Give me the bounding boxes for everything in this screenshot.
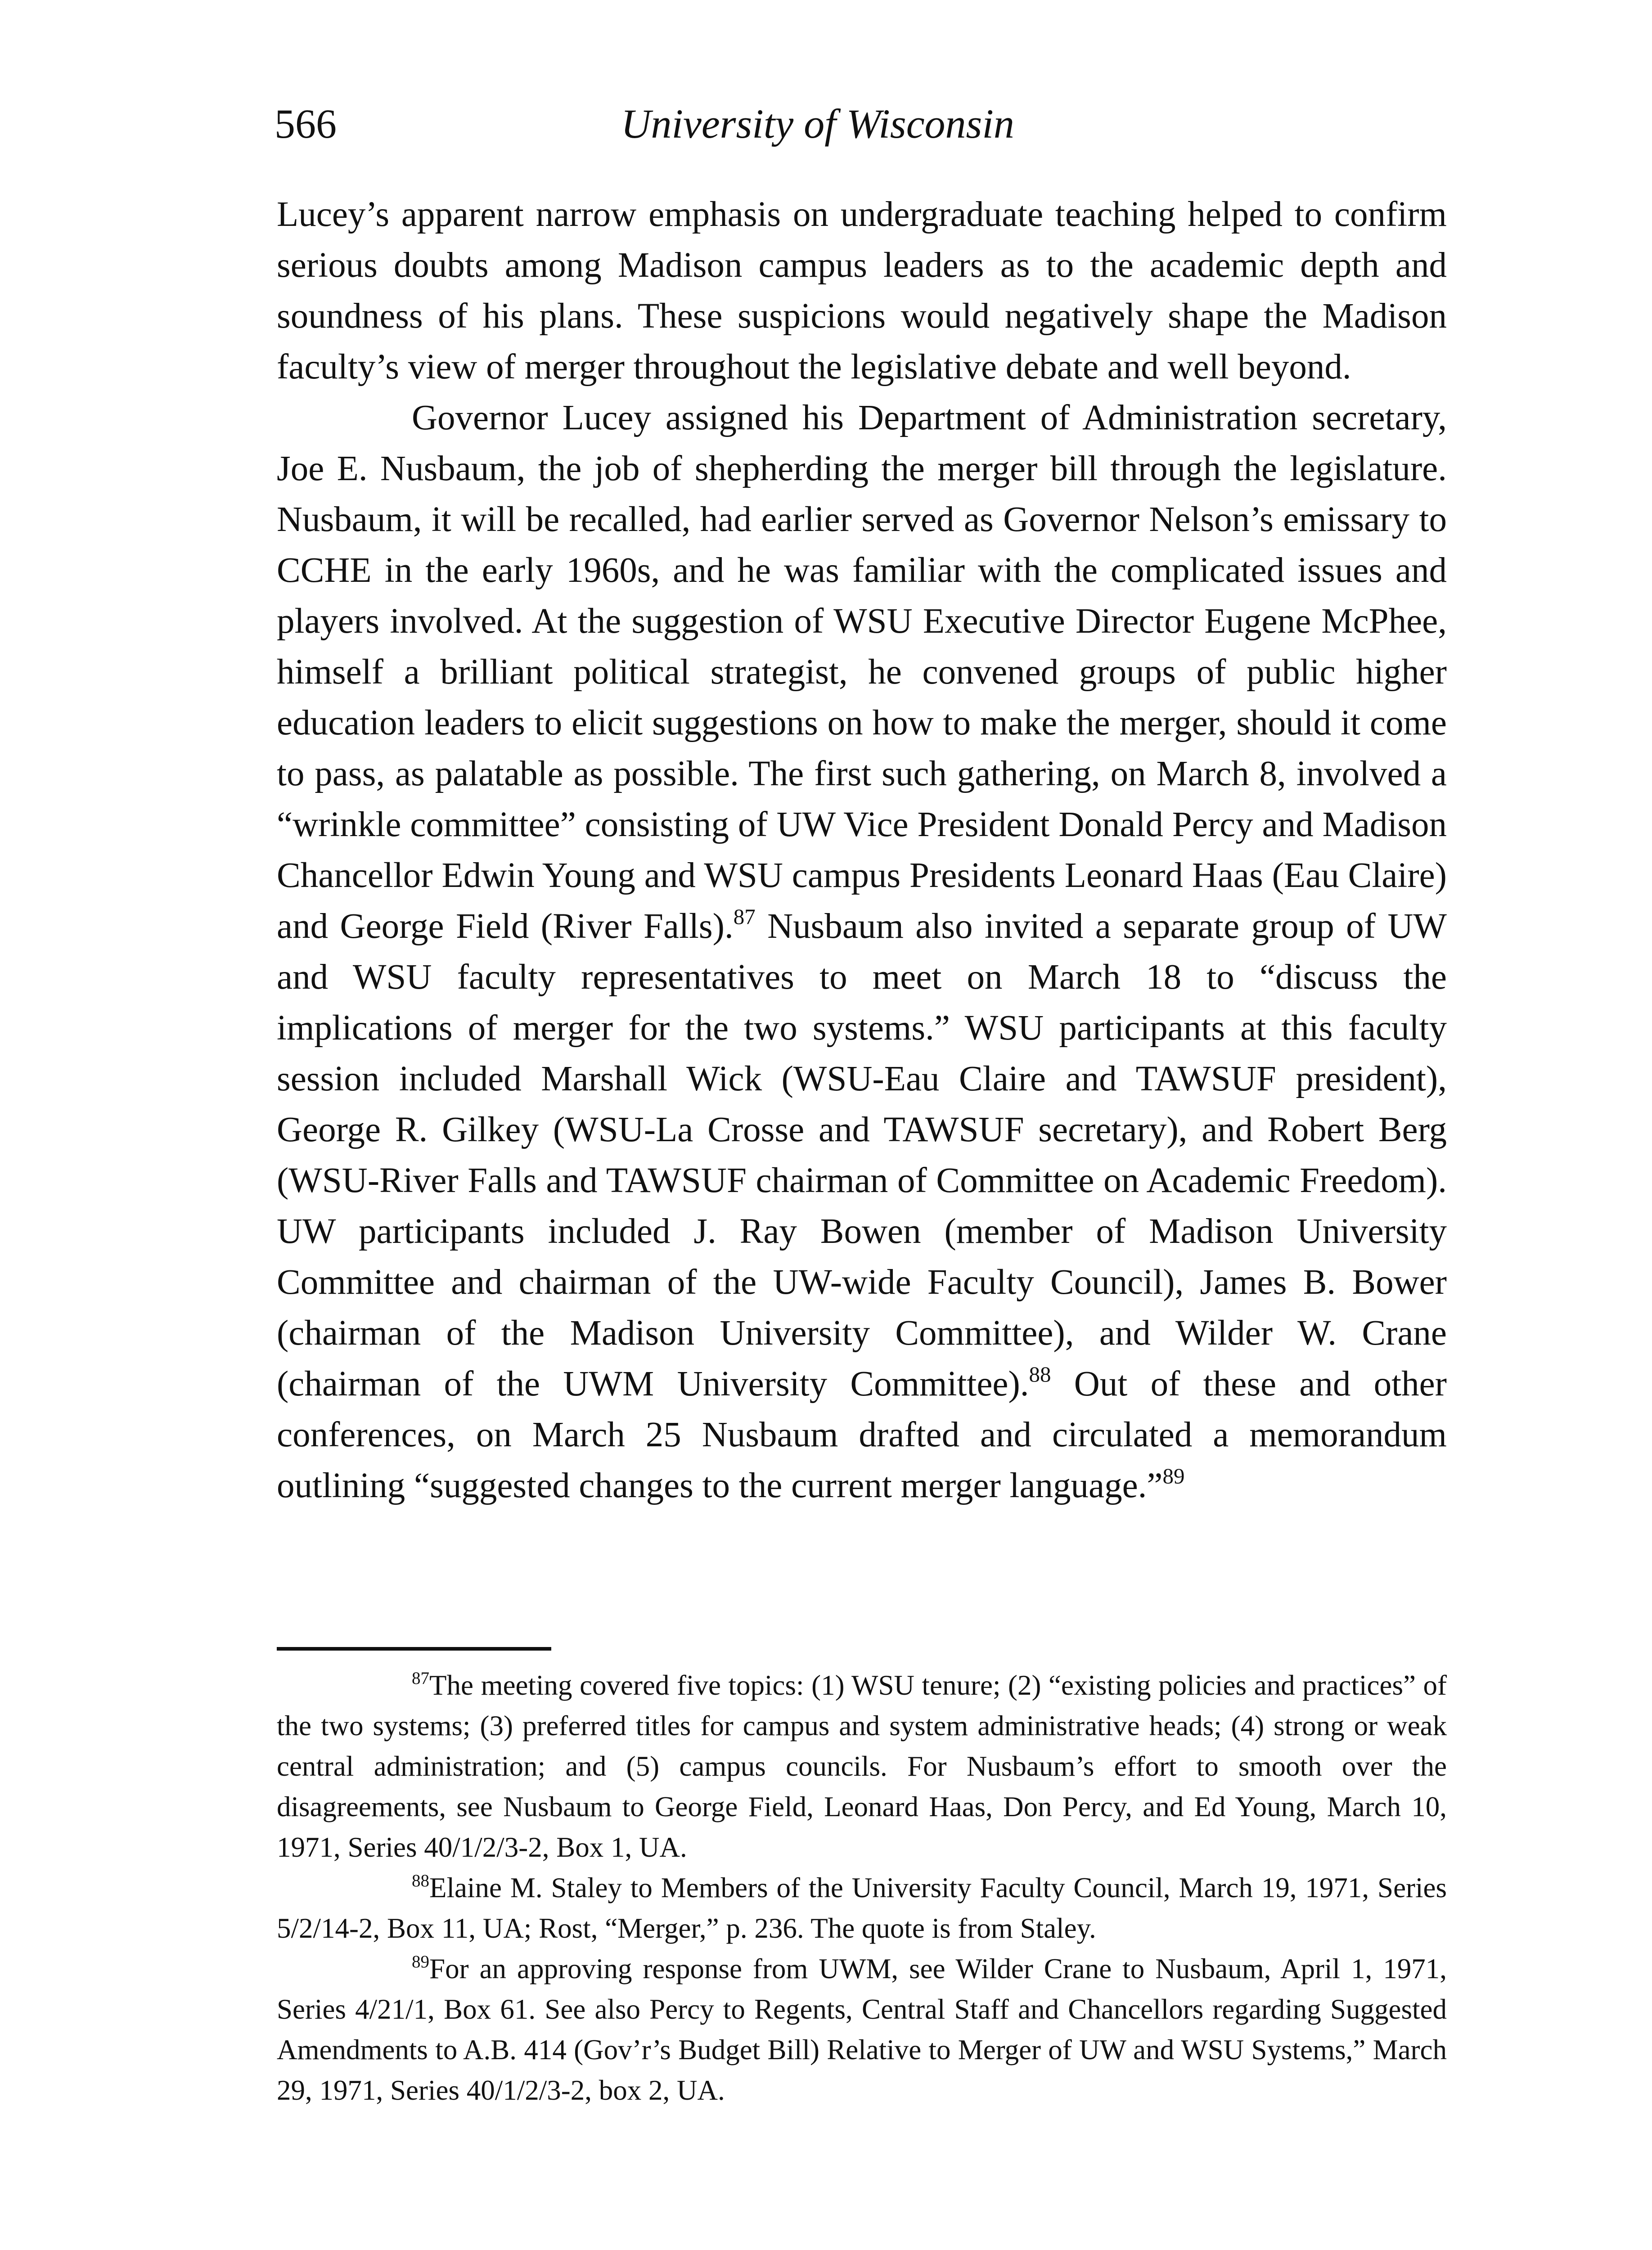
footnote-number: 88 (412, 1871, 430, 1890)
footnote-text: The meeting covered five topics: (1) WSU tenure; (2) “existing policies and practices” of the two systems; (3) preferred titles for campus and system administrative heads; (4) strong or weak central administration; and (5) campus councils. For Nusbaum’s effort to smooth over the disagreements, see Nusbaum to George Field, Leonard Haas, Don Percy, and Ed Young, March 10, 1971, Series 40/1/2/3-2, Box 1, UA. (277, 1670, 1447, 1863)
paragraph-2-part-b: Nusbaum also invited a separate group of UW and WSU faculty representatives to meet on March 18 to “discuss the implications of merger for the two systems.” WSU participants at this faculty session included Marshall Wick (WSU-Eau Claire and TAWSUF president), George R. Gilkey (WSU-La Crosse and TAWSUF secretary), and Robert Berg (WSU-River Falls and TAWSUF chairman of Committee on Academic Freedom). UW participants included J. Ray Bowen (member of Madison University Committee and chairman of the UW-wide Faculty Council), James B. Bower (chairman of the Madison University Committee), and Wilder W. Crane (chairman of the UWM University Committee). (277, 907, 1447, 1404)
paragraph-2 (277, 392, 1447, 1511)
footnote-ref-88[interactable]: 88 (1029, 1362, 1051, 1387)
footnote-89 (277, 1948, 1447, 2110)
page-header (275, 97, 1445, 151)
footnote-87 (277, 1665, 1447, 1868)
footnotes (277, 1665, 1447, 2110)
paragraph-2-part-c: Out of these and other conferences, on March 25 Nusbaum drafted and circulated a memorandum outlining “suggested changes to the current merger language.” (277, 1364, 1447, 1505)
page-number: 566 (275, 101, 337, 147)
footnote-divider (277, 1647, 551, 1651)
footnote-ref-87[interactable]: 87 (733, 904, 756, 929)
paragraph-1: Lucey’s apparent narrow emphasis on undergraduate teaching helped to confirm serious doubts among Madison campus leaders as to the academic depth and soundness of his plans. These suspicions would negatively shape the Madison faculty’s view of merger throughout the legislative debate and well beyond. (277, 195, 1447, 387)
footnote-number: 87 (412, 1668, 430, 1688)
body-text (277, 189, 1447, 1511)
footnote-ref-89[interactable]: 89 (1162, 1463, 1185, 1489)
footnote-text: For an approving response from UWM, see Wilder Crane to Nusbaum, April 1, 1971, Series 4/21/1, Box 61. See also Percy to Regents, Central Staff and Chancellors regarding Suggested Amendments to A.B. 414 (Gov’r’s Budget Bill) Relative to Merger of UW and WSU Systems,” March 29, 1971, Series 40/1/2/3-2, box 2, UA. (277, 1953, 1447, 2106)
footnote-88 (277, 1868, 1447, 1948)
footnote-text: Elaine M. Staley to Members of the University Faculty Council, March 19, 1971, Series 5/2/14-2, Box 11, UA; Rost, “Merger,” p. 236. The quote is from Staley. (277, 1872, 1447, 1944)
footnote-number: 89 (412, 1952, 430, 1971)
paragraph-2-part-a: Governor Lucey assigned his Department of Administration secretary, Joe E. Nusbaum, the job of shepherding the merger bill through the legislature. Nusbaum, it will be recalled, had earlier served as Governor Nelson’s emissary to CCHE in the early 1960s, and he was familiar with the complicated issues and players involved. At the suggestion of WSU Executive Director Eugene McPhee, himself a brilliant political strategist, he convened groups of public higher education leaders to elicit suggestions on how to make the merger, should it come to pass, as palatable as possible. The first such gathering, on March 8, involved a “wrinkle committee” consisting of UW Vice President Donald Percy and Madison Chancellor Edwin Young and WSU campus Presidents Leonard Haas (Eau Claire) and George Field (River Falls). (277, 398, 1447, 946)
running-head: University of Wisconsin (621, 101, 1014, 147)
